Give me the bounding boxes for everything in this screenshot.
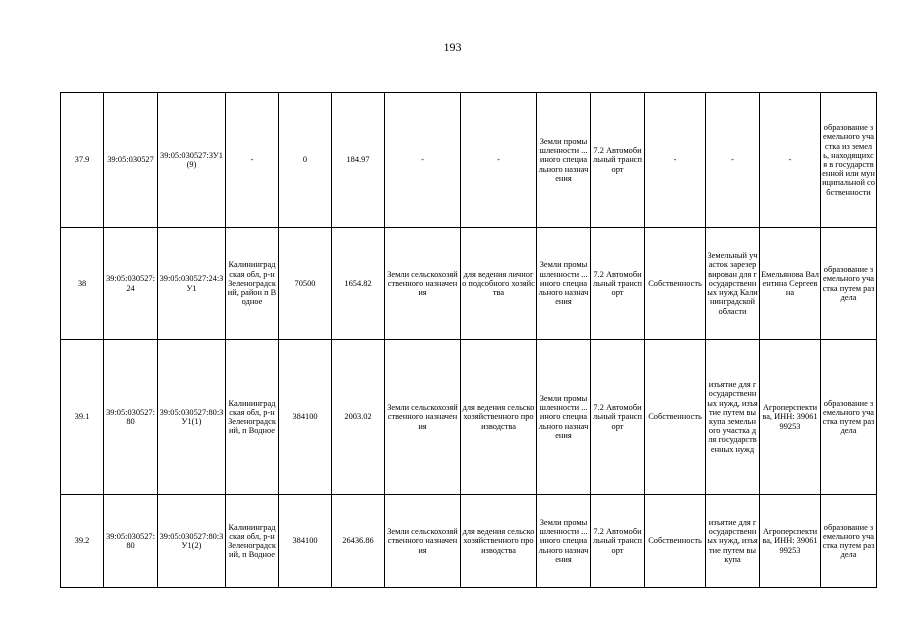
- cell-address: Калининградская обл, р-н Зеленоградский, район п Водное: [226, 228, 279, 340]
- cell-area-total: 384100: [279, 495, 332, 588]
- cell-encumbrance: изъятие для государственных нужд, изъятие путем выкупа: [706, 495, 760, 588]
- cell-area-part: 2003.02: [332, 340, 385, 495]
- cell-formation-method: образование земельного участка из земель, находящихся в государственной или муниципальной собственности: [821, 93, 877, 228]
- cell-number: 39.1: [61, 340, 104, 495]
- cell-category: Земли сельскохозяйственного назначения: [385, 495, 461, 588]
- table-row: [61, 495, 877, 588]
- cell-category-new: Земли промышленности ...иного специального назначения: [537, 340, 591, 495]
- cell-cadastral-number: 39:05:030527:80: [104, 495, 158, 588]
- cell-encumbrance: изъятие для государственных нужд, изъятие путем выкупа земельного участка для государственных нужд: [706, 340, 760, 495]
- cell-holder: Емельянова Валентина Сергеевна: [760, 228, 821, 340]
- cell-permitted-use: для ведения личного подсобного хозяйства: [461, 228, 537, 340]
- cell-right: -: [645, 93, 706, 228]
- land-plot-table: [60, 92, 877, 588]
- cell-right: Собственность: [645, 340, 706, 495]
- cell-address: Калининградская обл, р-н Зеленоградский, п Водное: [226, 340, 279, 495]
- cell-plot-number: 39:05:030527:80:ЗУ1(1): [158, 340, 226, 495]
- cell-number: 39.2: [61, 495, 104, 588]
- cell-area-total: 0: [279, 93, 332, 228]
- cell-permitted-use-new: 7.2 Автомобильный транспорт: [591, 93, 645, 228]
- table-row: [61, 228, 877, 340]
- table-row: [61, 340, 877, 495]
- page-number: 193: [443, 40, 462, 54]
- cell-number: 37.9: [61, 93, 104, 228]
- cell-category-new: Земли промышленности ...иного специального назначения: [537, 228, 591, 340]
- cell-right: Собственность: [645, 495, 706, 588]
- cell-permitted-use: для ведения сельскохозяйственного производства: [461, 495, 537, 588]
- cell-number: 38: [61, 228, 104, 340]
- cell-plot-number: 39:05:030527:24:ЗУ1: [158, 228, 226, 340]
- cell-cadastral-number: 39:05:030527: [104, 93, 158, 228]
- cell-formation-method: образование земельного участка путем раздела: [821, 228, 877, 340]
- cell-cadastral-number: 39:05:030527:24: [104, 228, 158, 340]
- cell-address: Калининградская обл, р-н Зеленоградский, п Водное: [226, 495, 279, 588]
- cell-formation-method: образование земельного участка путем раздела: [821, 340, 877, 495]
- cell-address: -: [226, 93, 279, 228]
- cell-right: Собственность: [645, 228, 706, 340]
- cell-holder: Агроперспектива, ИНН: 3906199253: [760, 340, 821, 495]
- cell-area-part: 184.97: [332, 93, 385, 228]
- cell-permitted-use: для ведения сельскохозяйственного производства: [461, 340, 537, 495]
- cell-encumbrance: Земельный участок зарезервирован для государственных нужд Калининградской области: [706, 228, 760, 340]
- cell-plot-number: 39:05:030527:80:ЗУ1(2): [158, 495, 226, 588]
- cell-area-total: 384100: [279, 340, 332, 495]
- cell-permitted-use: -: [461, 93, 537, 228]
- cell-formation-method: образование земельного участка путем раздела: [821, 495, 877, 588]
- cell-category-new: Земли промышленности ...иного специального назначения: [537, 93, 591, 228]
- cell-holder: Агроперспектива, ИНН: 3906199253: [760, 495, 821, 588]
- cell-category: Земли сельскохозяйственного назначения: [385, 228, 461, 340]
- cell-cadastral-number: 39:05:030527:80: [104, 340, 158, 495]
- cell-holder: -: [760, 93, 821, 228]
- table-row: [61, 93, 877, 228]
- cell-area-part: 1654.82: [332, 228, 385, 340]
- cell-encumbrance: -: [706, 93, 760, 228]
- cell-permitted-use-new: 7.2 Автомобильный транспорт: [591, 228, 645, 340]
- cell-category: Земли сельскохозяйственного назначения: [385, 340, 461, 495]
- cell-permitted-use-new: 7.2 Автомобильный транспорт: [591, 340, 645, 495]
- cell-category: -: [385, 93, 461, 228]
- cell-area-total: 70500: [279, 228, 332, 340]
- cell-plot-number: 39:05:030527:ЗУ1(9): [158, 93, 226, 228]
- cell-category-new: Земли промышленности ...иного специального назначения: [537, 495, 591, 588]
- cell-area-part: 26436.86: [332, 495, 385, 588]
- cell-permitted-use-new: 7.2 Автомобильный транспорт: [591, 495, 645, 588]
